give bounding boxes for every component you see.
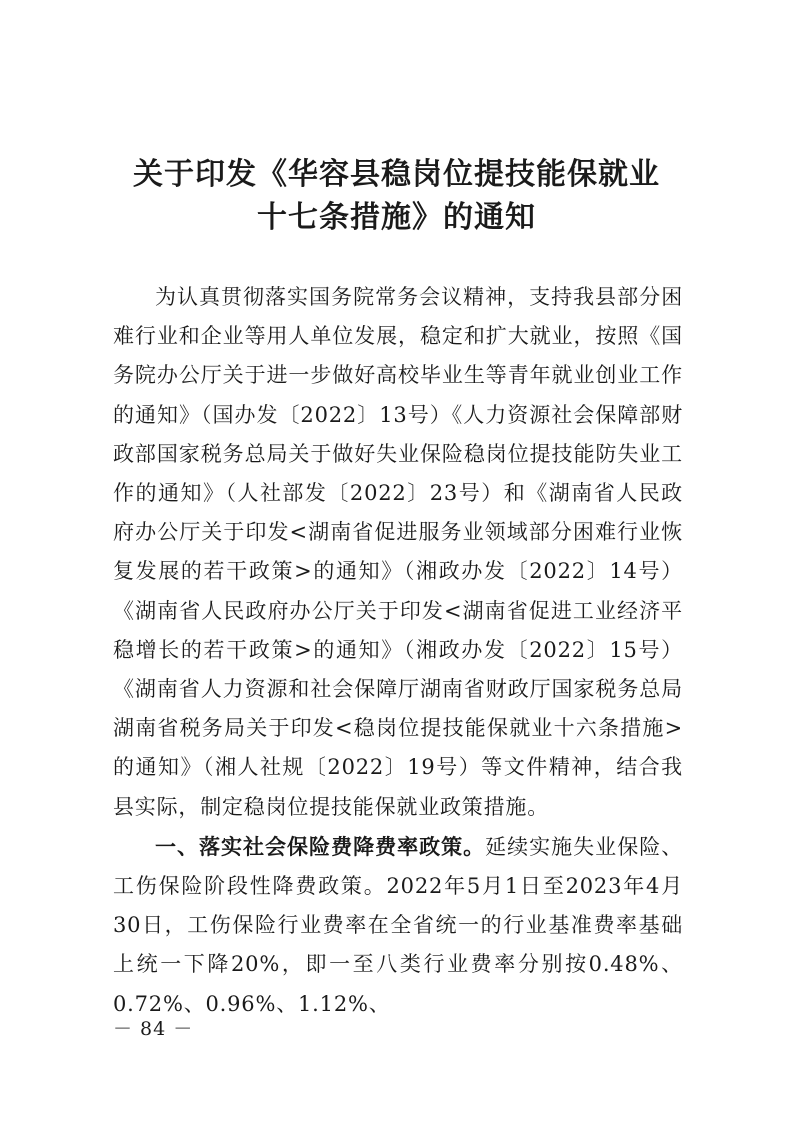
section-1-heading: 一、落实社会保险费降费率政策。 <box>155 833 486 859</box>
section-1-text: 延续实施失业保险、工伤保险阶段性降费政策。2022年5月1日至2023年4月30日，工伤保险行业费率在全省统一的行业基准费率基础上统一下降20%，即一至八类行业费率分别按0.48%、0.72%、0.96%、1.12%、 <box>113 834 684 1016</box>
document-title-line-2: 十七条措施》的通知 <box>257 200 536 235</box>
section-1-paragraph <box>113 827 683 1024</box>
document-body <box>113 278 683 1024</box>
page-number: － 84 － <box>113 1018 194 1040</box>
intro-paragraph: 为认真贯彻落实国务院常务会议精神，支持我县部分困难行业和企业等用人单位发展，稳定和扩大就业，按照《国务院办公厅关于进一步做好高校毕业生等青年就业创业工作的通知》（国办发〔2022〕13号）《人力资源社会保障部财政部国家税务总局关于做好失业保险稳岗位提技能防失业工作的通知》（人社部发〔2022〕23号）和《湖南省人民政府办公厅关于印发<湖南省促进服务业领域部分困难行业恢复发展的若干政策>的通知》（湘政办发〔2022〕14号）《湖南省人民政府办公厅关于印发<湖南省促进工业经济平稳增长的若干政策>的通知》（湘政办发〔2022〕15号）《湖南省人力资源和社会保障厅湖南省财政厅国家税务总局湖南省税务局关于印发<稳岗位提技能保就业十六条措施>的通知》（湘人社规〔2022〕19号）等文件精神，结合我县实际，制定稳岗位提技能保就业政策措施。 <box>113 285 683 819</box>
document-title-line-1: 关于印发《华容县稳岗位提技能保就业 <box>133 157 660 192</box>
